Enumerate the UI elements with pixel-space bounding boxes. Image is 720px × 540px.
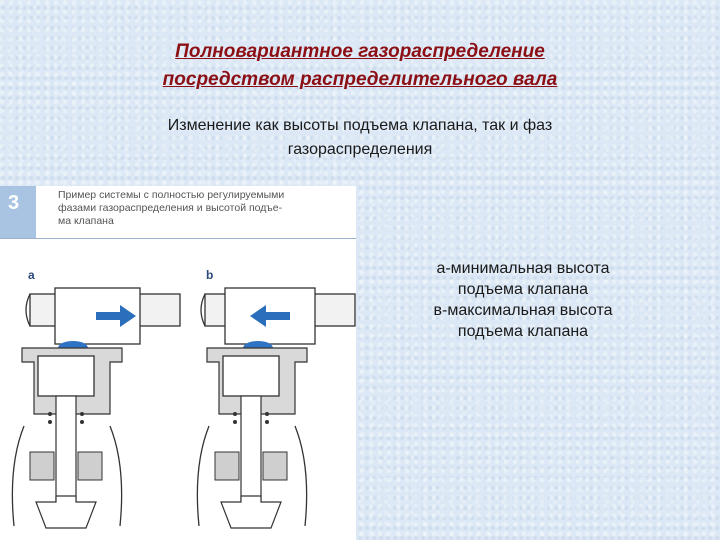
valve-head-a <box>36 496 96 528</box>
legend-line-1: а-минимальная высота <box>436 260 610 277</box>
bucket-tappet-a <box>38 356 94 396</box>
valve-assembly-b <box>197 288 355 528</box>
slide-subtitle <box>60 114 660 162</box>
subtitle-line-2: газораспределения <box>287 141 433 158</box>
figure-label-b: b <box>206 268 214 282</box>
valve-drawing <box>0 276 356 540</box>
subtitle-line-1: Изменение как высоты подъема клапана, так и фаз <box>167 117 553 134</box>
valve-stem-a <box>56 396 76 502</box>
valve-figure <box>0 186 356 540</box>
legend-line-2: подъема клапана <box>457 281 589 298</box>
legend <box>400 258 646 342</box>
legend-line-3: в-максимальная высота <box>433 302 613 319</box>
slide-title-line-2: посредством распределительного вала <box>162 69 558 90</box>
valve-assembly-a <box>12 288 180 528</box>
legend-line-4: подъема клапана <box>457 323 589 340</box>
slide-title-line-1: Полновариантное газораспределение <box>175 41 545 62</box>
bucket-tappet-b <box>223 356 279 396</box>
figure-caption-line-1: Пример системы с полностью регулируемыми <box>58 189 285 201</box>
figure-label-a: a <box>28 268 35 282</box>
figure-caption-line-2: фазами газораспределения и высотой подъе- <box>58 202 283 214</box>
figure-separator <box>0 238 356 239</box>
figure-caption-line-3: ма клапана <box>58 215 114 227</box>
figure-number: 3 <box>0 186 36 238</box>
figure-caption <box>58 189 348 228</box>
valve-head-b <box>221 496 281 528</box>
slide-title <box>0 38 720 94</box>
valve-stem-b <box>241 396 261 502</box>
